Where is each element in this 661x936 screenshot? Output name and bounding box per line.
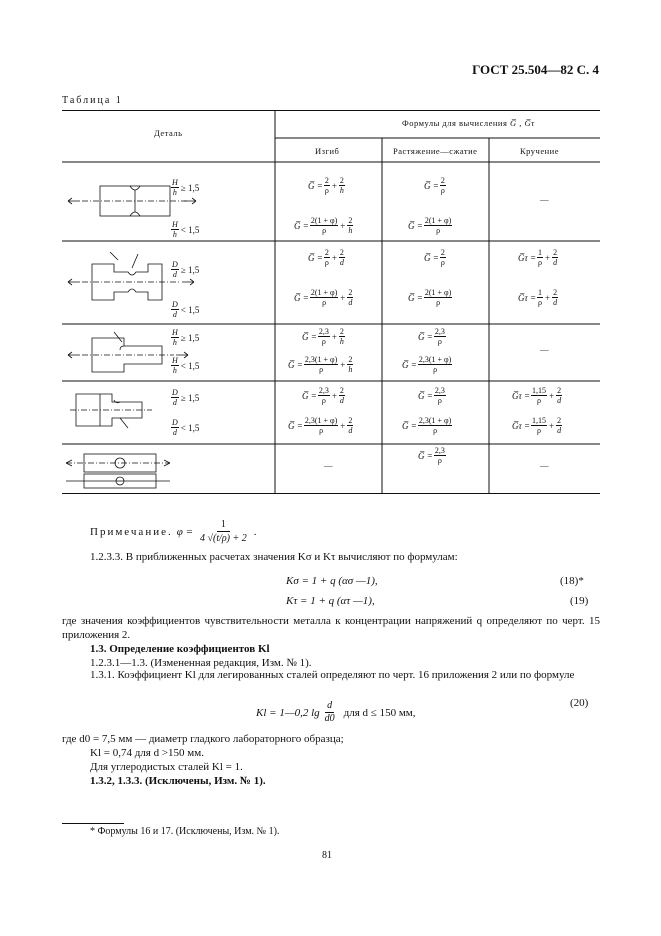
paragraph-1233: 1.2.3.3. В приближенных расчетах значения Kσ и Kτ вычисляют по формулам: [90, 551, 458, 563]
row3-cond1: $\frac{H}{h}$ ≥ 1,5 [172, 328, 200, 347]
paragraph-where-q: где значения коэффициентов чувствительности металла к концентрации напряжений q определяют по черт. 15 приложения 2. [62, 615, 600, 641]
equation-20: Kl = 1—0,2 lg d d0 для d ≤ 150 мм, [256, 700, 416, 724]
row2-tension1: G̅ = $\frac{2}{\rho}$ [424, 248, 445, 267]
col-tension-header: Растяжение—сжатие [393, 146, 478, 156]
row2-cond1: $\frac{D}{d}$ ≥ 1,5 [172, 260, 200, 279]
col-torsion-header: Кручение [520, 146, 559, 156]
row4-torsion1: G̅τ = $\frac{1,15}{\rho}$ + $\frac{2}{d}$ [512, 386, 562, 405]
paragraph-131: 1.3.1. Коэффициент Kl для легированных сталей определяют по черт. 16 приложения 2 или по формуле [90, 669, 575, 681]
section-heading-13: 1.3. Определение коэффициентов Kl [90, 643, 270, 655]
equation-18-number: (18)* [560, 575, 584, 587]
row2-torsion1: G̅τ = $\frac{1}{\rho}$ + $\frac{2}{d}$ [518, 248, 558, 267]
row4-bend2: G̅ = $\frac{2,3(1 + \varphi)}{\rho}$ + $\frac{2}{d}$ [288, 416, 353, 435]
page-number: 81 [322, 850, 332, 861]
row1-bend2: G̅ = $\frac{2(1 + \varphi)}{\rho}$ + $\frac{2}{h}$ [294, 216, 353, 235]
equation-20-number: (20) [570, 697, 589, 709]
row1-torsion-dash: — [540, 194, 549, 204]
equation-19-number: (19) [570, 595, 589, 607]
paragraph-1231: 1.2.3.1—1.3. (Измененная редакция, Изм. № 1). [90, 657, 312, 669]
row2-tension2: G̅ = $\frac{2(1 + \varphi)}{\rho}$ [408, 288, 452, 307]
row1-tension1: G̅ = $\frac{2}{\rho}$ [424, 176, 445, 195]
equation-18: Kσ = 1 + q (ασ —1), [286, 575, 378, 587]
row4-cond1: $\frac{D}{d}$ ≥ 1,5 [172, 388, 200, 407]
row3-torsion-dash: — [540, 344, 549, 354]
paragraph-where-d0: где d0 = 7,5 мм — диаметр гладкого лабораторного образца; [62, 733, 344, 745]
row3-bend1: G̅ = $\frac{2,3}{\rho}$ + $\frac{2}{h}$ [302, 327, 344, 346]
col-bend-header: Изгиб [315, 146, 340, 156]
drawing-stepped-shaft [70, 394, 152, 428]
note: Примечание. φ = $\frac{1}{4 √(t/\rho) + 2}$ . [90, 519, 257, 544]
row1-bend1: G̅ = $\frac{2}{\rho}$ + $\frac{2}{h}$ [308, 176, 344, 195]
footnote-rule [62, 823, 124, 824]
row2-cond2: D d < 1,5 [172, 300, 200, 319]
row5-tension1: G̅ = $\frac{2,3}{\rho}$ [418, 446, 445, 465]
row3-cond2: H h < 1,5 [172, 356, 200, 375]
row1-tension2: G̅ = $\frac{2(1 + \varphi)}{\rho}$ [408, 216, 452, 235]
row5-bend-dash: — [324, 460, 333, 470]
row3-bend2: G̅ = $\frac{2,3(1 + \varphi)}{\rho}$ + $\frac{2}{h}$ [288, 355, 353, 374]
col-detail-header: Деталь [154, 128, 183, 138]
table-caption: Таблица 1 [62, 95, 123, 106]
row4-tension1: G̅ = $\frac{2,3}{\rho}$ [418, 386, 445, 405]
row1-cond2: H h < 1,5 [172, 220, 200, 239]
paragraph-132: 1.3.2, 1.3.3. (Исключены, Изм. № 1). [90, 775, 266, 787]
row2-bend1: G̅ = $\frac{2}{\rho}$ + $\frac{2}{d}$ [308, 248, 344, 267]
row3-tension1: G̅ = $\frac{2,3}{\rho}$ [418, 327, 445, 346]
row4-cond2: D d < 1,5 [172, 418, 200, 437]
row3-tension2: G̅ = $\frac{2,3(1 + \varphi)}{\rho}$ [402, 355, 452, 374]
col-formulas-header: Формулы для вычисления G̅ , G̅τ [402, 118, 535, 128]
row5-torsion-dash: — [540, 460, 549, 470]
equation-19: Kτ = 1 + q (ατ —1), [286, 595, 375, 607]
row1-cond1: $\frac{H}{h}$ ≥ 1,5 [172, 178, 200, 197]
drawing-plate-with-hole [66, 454, 170, 488]
formula-table [62, 110, 600, 494]
row4-tension2: G̅ = $\frac{2,3(1 + \varphi)}{\rho}$ [402, 416, 452, 435]
row4-bend1: G̅ = $\frac{2,3}{\rho}$ + $\frac{2}{d}$ [302, 386, 344, 405]
row2-bend2: G̅ = $\frac{2(1 + \varphi)}{\rho}$ + $\frac{2}{d}$ [294, 288, 353, 307]
page-header: ГОСТ 25.504—82 С. 4 [472, 62, 599, 77]
paragraph-kl-large: Kl = 0,74 для d >150 мм. [90, 747, 204, 759]
row2-torsion2: G̅τ = $\frac{1}{\rho}$ + $\frac{2}{d}$ [518, 288, 558, 307]
footnote: * Формулы 16 и 17. (Исключены, Изм. № 1). [90, 826, 280, 837]
row4-torsion2: G̅τ = $\frac{1,15}{\rho}$ + $\frac{2}{d}$ [512, 416, 562, 435]
paragraph-carbon-steel: Для углеродистых сталей Kl = 1. [90, 761, 243, 773]
